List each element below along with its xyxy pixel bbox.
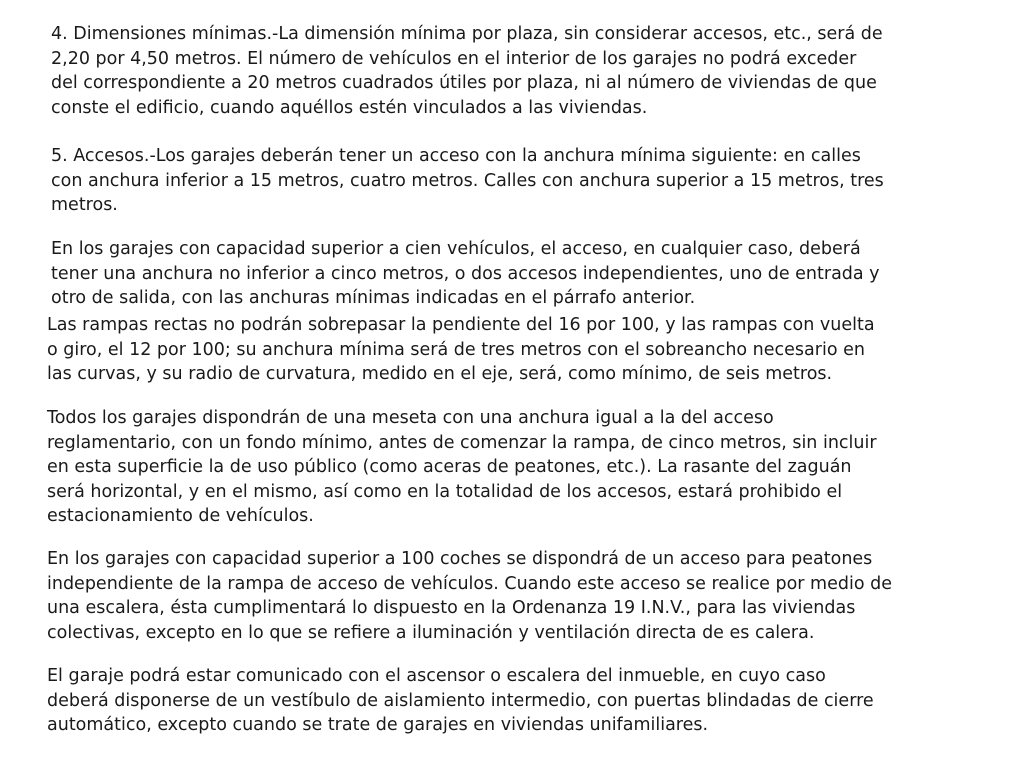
text-line: independiente de la rampa de acceso de vehículos. Cuando este acceso se realice por medio de bbox=[47, 573, 892, 594]
text-line: automático, excepto cuando se trate de garajes en viviendas unifamiliares. bbox=[47, 715, 709, 735]
paragraph-rampas bbox=[47, 313, 875, 387]
text-line: del correspondiente a 20 metros cuadrados útiles por plaza, ni al número de viviendas de que bbox=[51, 73, 877, 93]
paragraph-ascensor-escalera bbox=[47, 664, 874, 738]
text-line: en esta superficie la de uso público (como aceras de peatones, etc.). La rasante del zaguán bbox=[47, 457, 852, 477]
text-line: 2,20 por 4,50 metros. El número de vehículos en el interior de los garajes no podrá exceder bbox=[51, 48, 857, 69]
paragraph-accesos bbox=[51, 144, 884, 218]
text-line: con anchura inferior a 15 metros, cuatro metros. Calles con anchura superior a 15 metros, tres bbox=[51, 170, 884, 191]
text-line: las curvas, y su radio de curvatura, medido en el eje, será, como mínimo, de seis metros. bbox=[47, 364, 833, 384]
paragraph-dimensiones-minimas bbox=[51, 22, 883, 120]
text-line: 4. Dimensiones mínimas.-La dimensión mínima por plaza, sin considerar accesos, etc., será de bbox=[51, 24, 883, 44]
text-line: será horizontal, y en el mismo, así como en la totalidad de los accesos, estará prohibido el bbox=[47, 481, 843, 502]
text-line: conste el edificio, cuando aquéllos estén vinculados a las viviendas. bbox=[51, 97, 648, 118]
text-line: otro de salida, con las anchuras mínimas indicadas en el párrafo anterior. bbox=[51, 288, 696, 308]
text-line: deberá disponerse de un vestíbulo de aislamiento intermedio, con puertas blindadas de cierre bbox=[47, 690, 874, 711]
text-line: 5. Accesos.-Los garajes deberán tener un acceso con la anchura mínima siguiente: en calles bbox=[51, 146, 861, 166]
text-line: estacionamiento de vehículos. bbox=[47, 506, 314, 526]
text-line: El garaje podrá estar comunicado con el ascensor o escalera del inmueble, en cuyo caso bbox=[47, 666, 826, 686]
text-line: En los garajes con capacidad superior a cien vehículos, el acceso, en cualquier caso, deberá bbox=[51, 239, 861, 259]
paragraph-meseta bbox=[47, 406, 877, 529]
text-line: colectivas, excepto en lo que se refiere a iluminación y ventilación directa de es calera. bbox=[47, 622, 815, 643]
text-line: Todos los garajes dispondrán de una meseta con una anchura igual a la del acceso bbox=[47, 408, 774, 428]
paragraph-capacidad-cien-vehiculos bbox=[51, 237, 880, 311]
text-line: reglamentario, con un fondo mínimo, antes de comenzar la rampa, de cinco metros, sin incluir bbox=[47, 432, 877, 453]
text-line: En los garajes con capacidad superior a 100 coches se dispondrá de un acceso para peatones bbox=[47, 549, 873, 569]
text-line: Las rampas rectas no podrán sobrepasar la pendiente del 16 por 100, y las rampas con vuelta bbox=[47, 315, 875, 335]
text-line: o giro, el 12 por 100; su anchura mínima será de tres metros con el sobreancho necesario en bbox=[47, 339, 865, 360]
text-line: una escalera, ésta cumplimentará lo dispuesto en la Ordenanza 19 I.N.V., para las viviendas bbox=[47, 598, 856, 618]
paragraph-acceso-peatones bbox=[47, 547, 892, 645]
text-line: tener una anchura no inferior a cinco metros, o dos accesos independientes, uno de entrada y bbox=[51, 263, 880, 284]
text-line: metros. bbox=[51, 195, 118, 215]
